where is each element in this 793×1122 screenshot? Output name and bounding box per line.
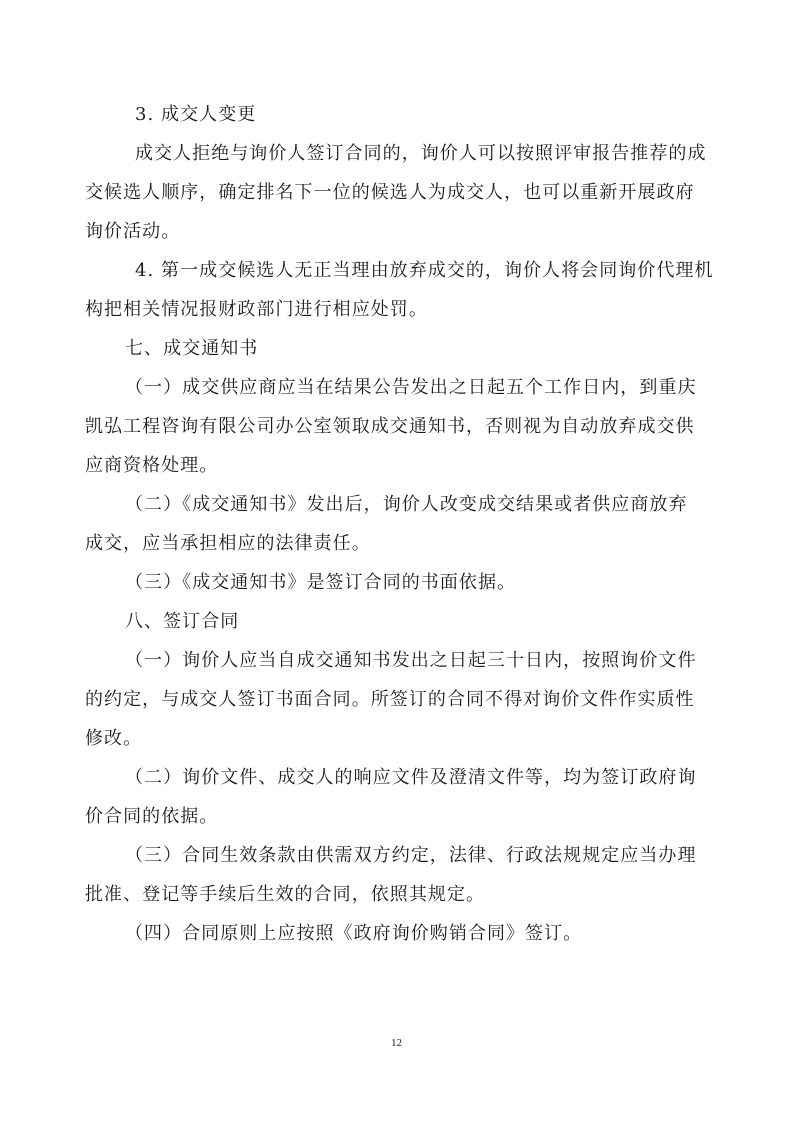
text-line: （一）询价人应当自成交通知书发出之日起三十日内，按照询价文件 — [125, 650, 697, 671]
text-line: 4. 第一成交候选人无正当理由放弃成交的，询价人将会同询价代理机 — [135, 260, 714, 281]
page-number: 12 — [391, 1037, 402, 1049]
text-line: 的约定，与成交人签订书面合同。所签订的合同不得对询价文件作实质性 — [85, 689, 695, 710]
text-line: （四）合同原则上应按照《政府询价购销合同》签订。 — [125, 923, 583, 944]
text-line: 构把相关情况报财政部门进行相应处罚。 — [85, 299, 428, 320]
text-line: 成交人拒绝与询价人签订合同的，询价人可以按照评审报告推荐的成 — [135, 143, 707, 164]
text-line: 询价活动。 — [85, 221, 181, 242]
text-line: （二）《成交通知书》发出后，询价人改变成交结果或者供应商放弃 — [125, 494, 688, 515]
text-line: 修改。 — [85, 728, 143, 749]
section-heading: 八、签订合同 — [125, 611, 240, 632]
text-line: 交候选人顺序，确定排名下一位的候选人为成交人，也可以重新开展政府 — [85, 182, 695, 203]
text-line: 应商资格处理。 — [85, 455, 219, 476]
section-heading: 七、成交通知书 — [125, 338, 259, 359]
text-line: 3. 成交人变更 — [135, 104, 257, 125]
text-line: 批准、登记等手续后生效的合同，依照其规定。 — [85, 884, 486, 905]
text-line: 凯弘工程咨询有限公司办公室领取成交通知书，否则视为自动放弃成交供 — [85, 416, 695, 437]
text-line: 价合同的依据。 — [85, 806, 219, 827]
text-line: （三）合同生效条款由供需双方约定，法律、行政法规规定应当办理 — [125, 845, 697, 866]
text-line: 成交，应当承担相应的法律责任。 — [85, 533, 371, 554]
text-line: （二）询价文件、成交人的响应文件及澄清文件等，均为签订政府询 — [125, 767, 697, 788]
text-line: （三）《成交通知书》是签订合同的书面依据。 — [125, 572, 517, 593]
text-line: （一）成交供应商应当在结果公告发出之日起五个工作日内，到重庆 — [125, 377, 697, 398]
